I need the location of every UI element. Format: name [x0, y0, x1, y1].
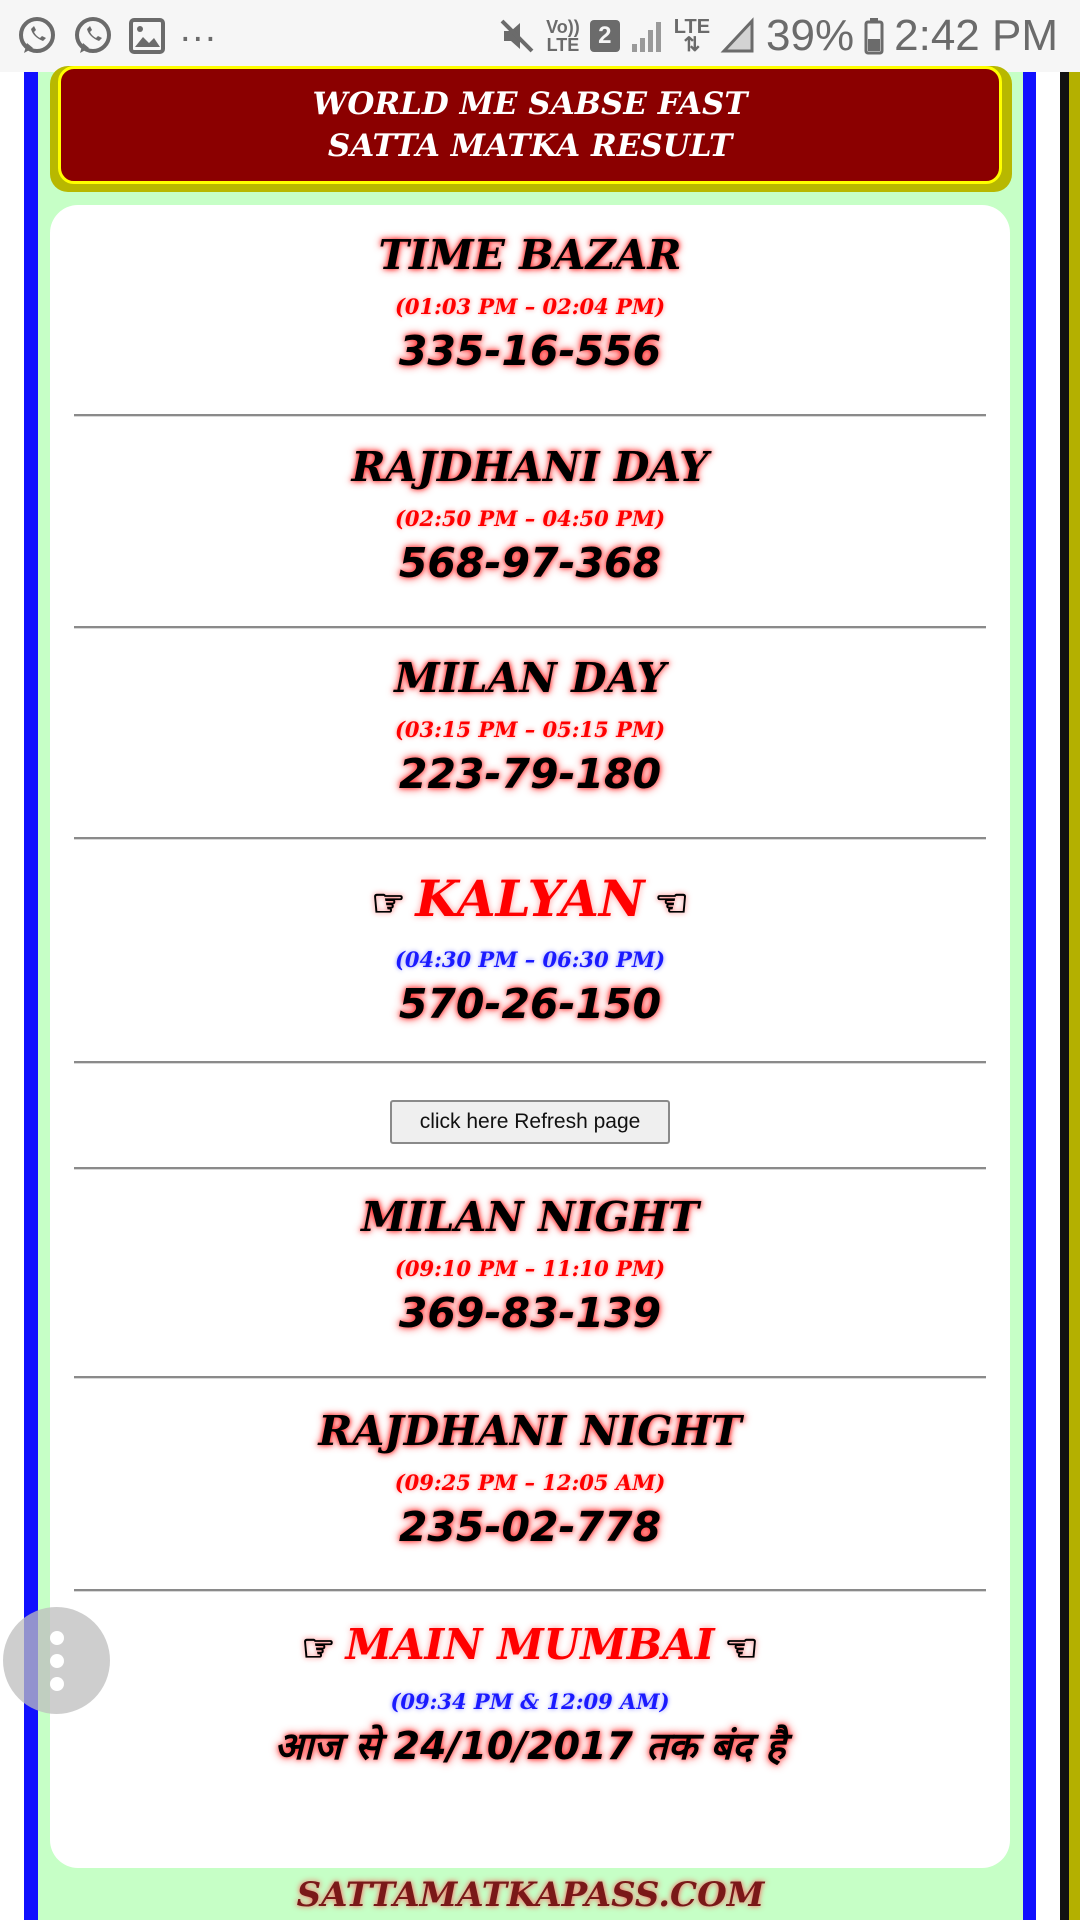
- market-kalyan: [50, 869, 1010, 1031]
- menu-dot: [50, 1654, 64, 1668]
- status-bar: [0, 0, 1080, 72]
- header-title-line1: WORLD ME SABSE FAST: [312, 86, 748, 122]
- header-title-line2: SATTA MATKA RESULT: [327, 128, 733, 164]
- market-result: 369-83-139: [398, 1289, 662, 1337]
- market-time: (01:03 PM – 02:04 PM): [394, 294, 666, 319]
- lte-label: LTE: [673, 16, 711, 38]
- market-name: KALYAN: [415, 869, 645, 928]
- pointing-right-icon: ☞: [301, 1625, 336, 1670]
- market-result: 335-16-556: [398, 327, 662, 375]
- market-name: MAIN MUMBAI: [345, 1620, 715, 1669]
- scroll-edge-accent: [1069, 72, 1080, 1920]
- battery-percent: 39%: [766, 11, 855, 60]
- menu-dot: [50, 1631, 64, 1645]
- market-milan-night: [50, 1192, 1010, 1340]
- market-time: (04:30 PM – 06:30 PM): [394, 947, 666, 972]
- signal-icon: [720, 17, 756, 55]
- market-rajdhani-night: [50, 1406, 1010, 1554]
- gallery-icon: [128, 17, 166, 55]
- whatsapp-icon: [16, 15, 58, 57]
- signal-icon: [630, 18, 664, 54]
- market-result: आज से 24/10/2017 तक बंद है: [274, 1724, 786, 1768]
- market-rajdhani-day: [50, 442, 1010, 590]
- pointing-left-icon: ☜: [724, 1625, 759, 1670]
- floating-menu-button[interactable]: [3, 1607, 110, 1714]
- market-time: (09:10 PM – 11:10 PM): [394, 1256, 666, 1281]
- pointing-right-icon: ☞: [371, 880, 406, 925]
- volte-lte-label: LTE: [546, 35, 580, 55]
- divider: [74, 837, 986, 840]
- whatsapp-icon: [72, 15, 114, 57]
- mute-icon: [498, 17, 536, 55]
- divider: [74, 1376, 986, 1379]
- clock: 2:42 PM: [894, 11, 1058, 60]
- volte-label: Vo)): [546, 17, 580, 37]
- market-result: 570-26-150: [398, 980, 662, 1028]
- market-name: TIME BAZAR: [378, 231, 682, 279]
- featured-market-name: [50, 869, 1010, 933]
- divider: [74, 626, 986, 629]
- market-time: (09:34 PM & 12:09 AM): [390, 1689, 670, 1714]
- market-result: 235-02-778: [398, 1503, 662, 1551]
- market-time-bazar: [50, 230, 1010, 378]
- notification-icons: [16, 8, 218, 58]
- market-name: RAJDHANI DAY: [351, 443, 709, 491]
- more-notifications: ...: [180, 8, 218, 50]
- divider: [74, 1167, 986, 1170]
- refresh-button[interactable]: click here Refresh page: [390, 1100, 670, 1144]
- featured-market-name: [50, 1618, 1010, 1675]
- market-time: (03:15 PM – 05:15 PM): [394, 717, 666, 742]
- battery-icon: [864, 17, 884, 55]
- menu-dot: [50, 1677, 64, 1691]
- divider: [74, 1589, 986, 1592]
- market-name: MILAN NIGHT: [361, 1193, 699, 1241]
- market-time: (09:25 PM – 12:05 AM): [394, 1470, 666, 1495]
- divider: [74, 414, 986, 417]
- scroll-edge: [1060, 72, 1069, 1920]
- market-name: MILAN DAY: [394, 654, 666, 702]
- market-result: 568-97-368: [398, 539, 662, 587]
- sim-number: 2: [598, 22, 612, 49]
- results-card: [50, 205, 1010, 1868]
- market-time: (02:50 PM – 04:50 PM): [394, 506, 666, 531]
- market-milan-day: [50, 653, 1010, 801]
- frame-border-right: [1023, 72, 1036, 1920]
- data-arrows-icon: LTE ⇅: [673, 16, 711, 56]
- system-icons: [498, 10, 1058, 62]
- header-banner: [58, 66, 1002, 184]
- sim-badge: [590, 20, 620, 52]
- divider: [74, 1061, 986, 1064]
- market-result: 223-79-180: [398, 750, 662, 798]
- pointing-left-icon: ☜: [654, 880, 689, 925]
- footer-site-name: SATTAMATKAPASS.COM: [296, 1875, 765, 1915]
- volte-indicator: [546, 18, 580, 54]
- market-main-mumbai: [50, 1618, 1010, 1773]
- market-name: RAJDHANI NIGHT: [318, 1407, 742, 1455]
